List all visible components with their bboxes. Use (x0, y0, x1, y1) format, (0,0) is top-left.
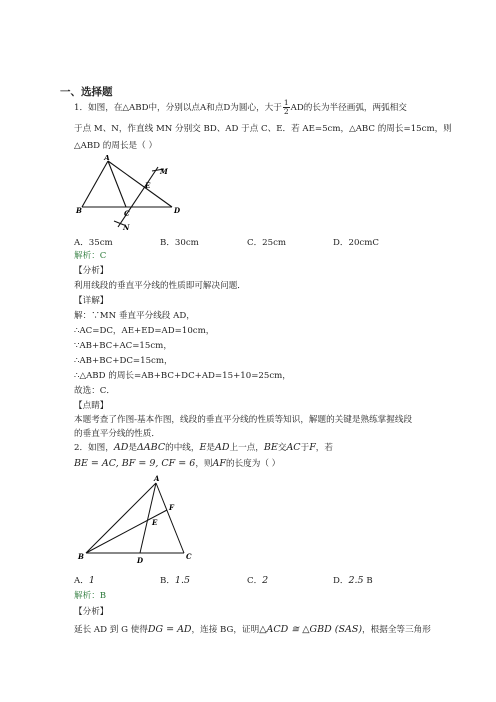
fig1-label-n: N (123, 223, 130, 232)
fig2-label-d: D (137, 556, 144, 565)
q2-l1e: 的中线， (165, 443, 200, 453)
q2-l1l: AC (286, 442, 301, 453)
q1-frac-den: 2 (283, 107, 289, 116)
q2-l1m: 于 (300, 443, 310, 453)
q2-last-d: △ACD ≅ △GBD (SAS) (259, 624, 363, 635)
fig2-label-f: F (169, 503, 174, 512)
q2-l2b: ，则 (195, 459, 213, 469)
q2-last-a: 延长 AD 到 G 使得 (74, 625, 148, 635)
q1-line3: △ABD 的周长是（ ） (74, 141, 158, 151)
q1-detail-2: ∴AC=DC，AE+ED=AD=10cm， (74, 326, 215, 336)
q2-l2a: BE = AC, BF = 9, CF = 6 (74, 458, 196, 469)
seg-bf2 (86, 510, 167, 553)
q2-option-a-value: 1 (88, 575, 95, 586)
q1-option-d (333, 236, 379, 248)
q2-option-a (74, 574, 95, 586)
q2-option-b (160, 574, 190, 586)
q1-option-b: B．30cm (160, 238, 199, 248)
q1-detail-5: ∴△ABD 的周长=AB+BC+DC+AD=15+10=25cm， (74, 371, 291, 381)
q2-l2d: 的长度为（ ） (225, 459, 281, 469)
seg-ab (82, 161, 108, 207)
q2-l1d: ΔABC (136, 442, 166, 453)
q1-detail-head: 【详解】 (74, 296, 109, 306)
q2-l2c: AF (212, 458, 226, 469)
q1-option-c: C．25cm (247, 238, 287, 248)
fig1-label-c: C (124, 209, 130, 218)
q1-answer-mark: C (372, 238, 379, 248)
q1-figure (74, 155, 189, 235)
q2-l1h: AD (215, 442, 230, 453)
q1-comment-2: 的垂直平分线的性质． (74, 429, 160, 439)
q2-line1 (74, 442, 333, 454)
line-mn (118, 167, 158, 227)
q1-frac-num: 1 (283, 98, 289, 107)
fig1-label-d: D (174, 206, 181, 215)
q2-l1o: ，若 (315, 443, 333, 453)
q1-line1-post: AD的长为半径画弧，两弧相交 (290, 103, 407, 113)
fig2-label-b: B (78, 552, 84, 561)
fig2-label-e: E (152, 518, 158, 527)
q2-option-c-value: 2 (262, 575, 269, 586)
q2-line2 (74, 458, 280, 470)
q1-option-d-text: D．20cm (333, 238, 373, 248)
q2-l1k: 交 (277, 443, 287, 453)
fig1-label-b: B (76, 206, 82, 215)
fig1-label-m: M (160, 167, 168, 176)
q2-l1f: E (199, 442, 207, 453)
q2-option-d-value: 2.5 (348, 575, 364, 586)
q1-line1 (74, 99, 407, 116)
q1-option-a: A．35cm (74, 238, 113, 248)
q1-line1-pre: 1．如图，在△ABD中，分别以点A和点D为圆心，大于 (74, 103, 282, 113)
q2-option-d-label: D． (333, 576, 349, 586)
q1-analysis-head: 【分析】 (74, 266, 109, 276)
q2-option-c (247, 574, 268, 586)
q1-comment-head: 【点睛】 (74, 401, 109, 411)
q2-l1g: 是 (206, 443, 216, 453)
section-title: 一、选择题 (60, 86, 113, 98)
q2-l1j: BE (263, 442, 278, 453)
q2-last-e: ，根据全等三角形 (362, 625, 431, 635)
fig1-label-a: A (104, 155, 110, 162)
seg-ab2 (86, 483, 156, 553)
q1-detail-1: 解：∵MN 垂直平分线段 AD， (74, 311, 195, 321)
q2-l1c: 是 (128, 443, 137, 453)
q1-detail-6: 故选：C． (74, 386, 115, 396)
q2-l1i: 上一点， (229, 443, 264, 453)
q2-answer-mark: B (366, 576, 373, 586)
q2-option-b-label: B． (160, 576, 175, 586)
q2-figure (74, 473, 204, 568)
q1-analysis: 利用线段的垂直平分线的性质即可解决问题． (74, 281, 246, 291)
q2-analysis-head: 【分析】 (74, 607, 109, 617)
q2-l1n: F (309, 442, 316, 453)
q1-answer: 解析：C (74, 251, 107, 261)
q2-option-a-label: A． (74, 576, 89, 586)
fig2-label-c: C (186, 552, 192, 561)
q2-l1b: AD (113, 442, 129, 453)
q1-detail-3: ∵AB+BC+AC=15cm， (74, 341, 172, 351)
q2-option-d (333, 574, 373, 586)
q2-l1a: 2．如图， (74, 443, 114, 453)
fig1-label-e: E (145, 181, 151, 190)
q1-detail-4: ∴AB+BC+DC=15cm， (74, 356, 173, 366)
q1-line2: 于点 M、N，作直线 MN 分别交 BD、AD 于点 C、E．若 AE=5cm，△ABC 的周长=15cm，则 (74, 124, 452, 134)
q2-option-b-value: 1.5 (174, 575, 191, 586)
q1-comment-1: 本题考查了作图-基本作图，线段的垂直平分线的性质等知识，解题的关键是熟练掌握线段 (74, 415, 413, 425)
seg-ac2 (156, 483, 184, 553)
q2-analysis-line (74, 624, 431, 636)
q2-last-c: ，连接 BG，证明 (191, 625, 260, 635)
fig2-label-a: A (154, 474, 160, 483)
q2-answer: 解析：B (74, 591, 107, 601)
q2-option-c-label: C． (247, 576, 263, 586)
q1-fraction (283, 99, 290, 116)
q2-last-b: DG = AD (147, 624, 192, 635)
